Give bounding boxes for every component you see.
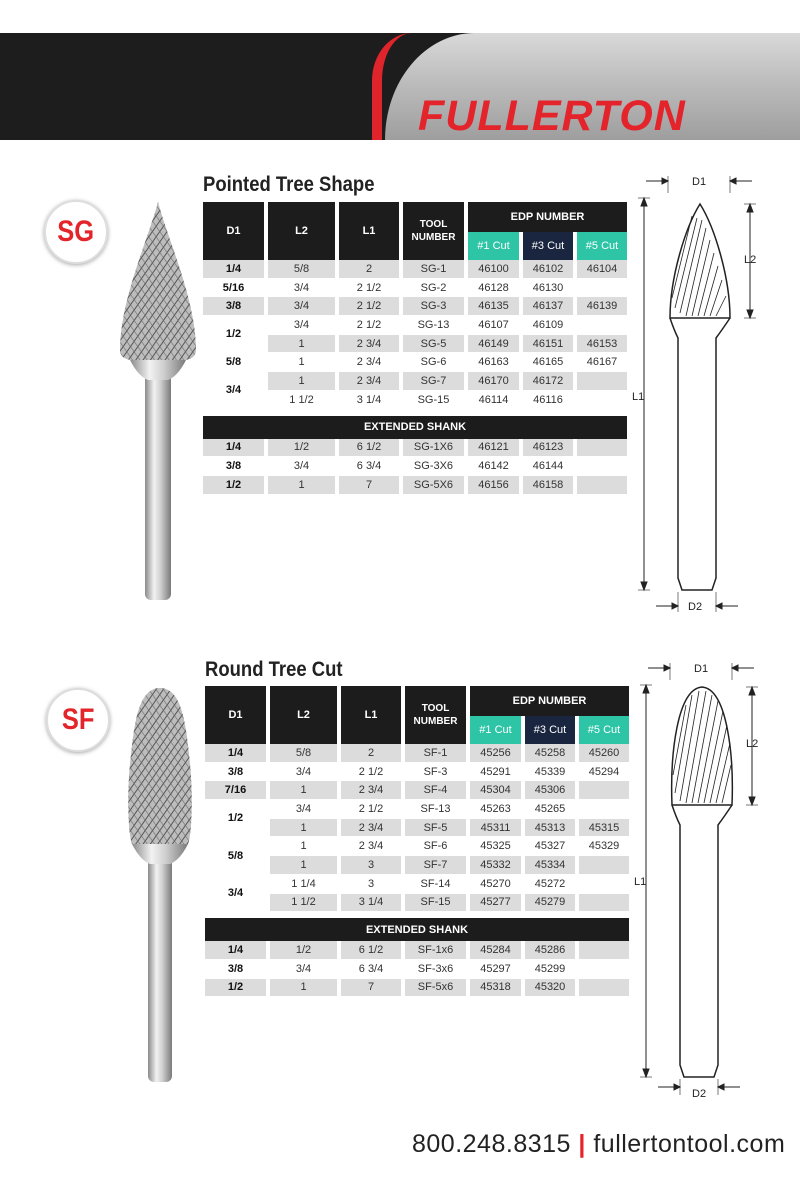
banner-red-arc [372,33,412,140]
cell-l2: 1 1/2 [264,391,335,410]
cell-d1: 3/8 [205,960,266,979]
cell-tool: SF-14 [401,875,466,894]
cell-c3: 45258 [521,744,575,763]
table-row [205,979,629,998]
cell-c3: 46130 [519,279,573,298]
table-row [205,875,629,894]
cell-l2: 3/4 [264,316,335,335]
cell-l1: 2 1/2 [335,297,399,316]
table-row [203,297,627,316]
cell-c1: 45332 [466,856,521,875]
cell-l1: 2 1/2 [337,763,401,782]
cell-l2: 3/4 [264,297,335,316]
cell-c1: 45263 [466,800,521,819]
sg-spec-table [203,202,627,495]
cell-c5 [575,894,629,913]
sg-burr-photo [108,200,208,602]
cell-tool: SF-4 [401,781,466,800]
cell-c3: 46137 [519,297,573,316]
header-banner [0,33,800,140]
cell-d1: 1/4 [205,941,266,960]
cell-l1: 3 [337,856,401,875]
cell-c3: 45320 [521,979,575,998]
cell-tool: SF-1x6 [401,941,466,960]
table-row [205,856,629,875]
cell-c5 [573,457,627,476]
cell-l1: 3 1/4 [337,894,401,913]
sf-rows [205,744,629,912]
cell-tool: SG-3X6 [399,457,464,476]
cell-c5 [573,316,627,335]
col-header-l2: L2 [266,686,337,744]
cell-c5 [573,391,627,410]
sg-code-label: SG [57,215,95,248]
col-header-cut1: #1 Cut [464,232,519,260]
table-row [203,279,627,298]
cell-tool: SG-7 [399,372,464,391]
cell-c1: 46156 [464,476,519,495]
cell-c3: 45272 [521,875,575,894]
cell-c3: 46102 [519,260,573,279]
cell-l1: 2 [335,260,399,279]
cell-tool: SF-13 [401,800,466,819]
cell-l2: 1 [266,856,337,875]
cell-c1: 45284 [466,941,521,960]
sf-dimension-drawing [622,655,772,1100]
cell-c3: 45334 [521,856,575,875]
cell-c5: 46139 [573,297,627,316]
sg-extended-shank-header: EXTENDED SHANK [203,410,627,439]
col-header-edp-number: EDP NUMBER [464,202,627,232]
col-header-edp-number: EDP NUMBER [466,686,629,716]
cell-l1: 2 3/4 [335,335,399,354]
cell-d1: 5/8 [205,837,266,874]
cell-l1: 2 3/4 [337,781,401,800]
cell-c3: 46144 [519,457,573,476]
cell-tool: SG-1 [399,260,464,279]
cell-d1: 7/16 [205,781,266,800]
table-row [203,335,627,354]
cell-tool: SF-5x6 [401,979,466,998]
cell-l1: 2 [337,744,401,763]
cell-tool: SG-1X6 [399,439,464,458]
cell-l1: 7 [337,979,401,998]
cell-c5: 45294 [575,763,629,782]
cell-c3: 45339 [521,763,575,782]
cell-c1: 46114 [464,391,519,410]
cell-c3: 45299 [521,960,575,979]
sf-dim-d1: D1 [694,663,709,675]
table-row [203,439,627,458]
cell-c5 [575,800,629,819]
cell-tool: SG-3 [399,297,464,316]
cell-tool: SF-5 [401,819,466,838]
cell-c5 [573,372,627,391]
cell-d1: 1/4 [203,260,264,279]
footer-contact [412,1130,785,1159]
cell-c5: 46153 [573,335,627,354]
col-header-cut5: #5 Cut [573,232,627,260]
fullerton-logo: FULLERTON [418,92,686,140]
sf-dim-l2: L2 [746,738,759,750]
table-row [205,819,629,838]
cell-c3: 46123 [519,439,573,458]
cell-l1: 2 3/4 [337,837,401,856]
cell-l1: 6 3/4 [337,960,401,979]
table-row [205,763,629,782]
cell-l2: 1/2 [264,439,335,458]
sg-extended-rows [203,439,627,495]
sg-code-badge [44,200,108,264]
cell-l2: 1 1/2 [266,894,337,913]
sf-extended-shank-header: EXTENDED SHANK [205,912,629,941]
cell-d1: 1/4 [203,439,264,458]
cell-l2: 1/2 [266,941,337,960]
cell-c3: 46158 [519,476,573,495]
cell-c1: 45325 [466,837,521,856]
cell-tool: SF-3 [401,763,466,782]
cell-l2: 5/8 [264,260,335,279]
cell-c3: 46151 [519,335,573,354]
col-header-d1: D1 [203,202,264,260]
table-row [205,744,629,763]
table-row [203,391,627,410]
cell-c1: 46149 [464,335,519,354]
cell-l1: 2 3/4 [335,372,399,391]
footer-phone[interactable]: 800.248.8315 [412,1130,571,1158]
table-row [205,781,629,800]
sf-extended-rows [205,941,629,997]
cell-c5 [573,476,627,495]
col-header-tool-number: TOOL NUMBER [401,686,466,744]
table-row [205,837,629,856]
table-row [205,800,629,819]
cell-l1: 2 1/2 [335,279,399,298]
cell-c3: 45313 [521,819,575,838]
footer-website-link[interactable]: fullertontool.com [593,1130,786,1158]
cell-tool: SF-15 [401,894,466,913]
sf-shank [148,834,172,1082]
cell-c1: 46142 [464,457,519,476]
cell-tool: SG-2 [399,279,464,298]
cell-c5 [575,781,629,800]
sg-shank [145,350,171,600]
col-header-cut3: #3 Cut [519,232,573,260]
cell-l1: 2 1/2 [335,316,399,335]
cell-c3: 45286 [521,941,575,960]
cell-l2: 1 [264,476,335,495]
col-header-l2: L2 [264,202,335,260]
col-header-l1: L1 [335,202,399,260]
cell-l2: 1 [264,372,335,391]
sf-code-badge [46,688,110,752]
cell-tool: SG-5 [399,335,464,354]
cell-d1: 3/8 [203,297,264,316]
cell-c5: 45329 [575,837,629,856]
cell-tool: SF-1 [401,744,466,763]
cell-c5: 46104 [573,260,627,279]
cell-l2: 1 [264,335,335,354]
cell-c1: 46128 [464,279,519,298]
cell-l1: 6 1/2 [335,439,399,458]
cell-l1: 2 3/4 [335,353,399,372]
cell-d1: 1/2 [205,800,266,837]
cell-c1: 45297 [466,960,521,979]
cell-d1: 5/16 [203,279,264,298]
cell-c1: 45318 [466,979,521,998]
sf-burr-photo [108,684,208,1086]
table-row [203,316,627,335]
cell-c1: 45291 [466,763,521,782]
cell-c1: 45304 [466,781,521,800]
cell-l2: 3/4 [266,800,337,819]
cell-c5 [573,439,627,458]
cell-l2: 1 [266,837,337,856]
cell-l2: 1 [266,781,337,800]
cell-c5 [575,856,629,875]
footer-separator: | [578,1130,586,1158]
cell-tool: SG-13 [399,316,464,335]
sg-dim-l2: L2 [744,254,757,266]
table-row [205,894,629,913]
sg-dimension-drawing [620,168,770,613]
cell-c3: 46165 [519,353,573,372]
cell-d1: 3/4 [205,875,266,912]
sf-dim-d2: D2 [692,1088,707,1100]
cell-tool: SF-7 [401,856,466,875]
cell-l2: 3/4 [264,279,335,298]
cell-l1: 7 [335,476,399,495]
sg-rows [203,260,627,410]
cell-l1: 3 [337,875,401,894]
cell-d1: 3/8 [203,457,264,476]
cell-tool: SF-3x6 [401,960,466,979]
table-row [203,260,627,279]
table-row [205,960,629,979]
cell-c5 [575,979,629,998]
table-row [203,372,627,391]
cell-l2: 3/4 [264,457,335,476]
cell-tool: SG-6 [399,353,464,372]
col-header-l1: L1 [337,686,401,744]
cell-c3: 45265 [521,800,575,819]
cell-d1: 1/2 [203,476,264,495]
col-header-cut1: #1 Cut [466,716,521,744]
cell-l1: 2 1/2 [337,800,401,819]
cell-l1: 6 1/2 [337,941,401,960]
cell-tool: SG-5X6 [399,476,464,495]
sf-spec-table [205,686,629,997]
cell-d1: 3/4 [203,372,264,409]
cell-c1: 45256 [466,744,521,763]
cell-c1: 45277 [466,894,521,913]
sf-dim-l1: L1 [634,876,647,888]
sf-section-title: Round Tree Cut [205,658,343,681]
cell-c3: 46109 [519,316,573,335]
sg-dim-d1: D1 [692,176,707,188]
cell-c3: 46172 [519,372,573,391]
cell-c5 [575,960,629,979]
cell-d1: 3/8 [205,763,266,782]
cell-c3: 45306 [521,781,575,800]
cell-c5: 45315 [575,819,629,838]
cell-d1: 1/2 [203,316,264,353]
cell-l2: 3/4 [266,960,337,979]
cell-c5 [573,279,627,298]
col-header-cut3: #3 Cut [521,716,575,744]
cell-c1: 45311 [466,819,521,838]
table-row [203,476,627,495]
cell-l1: 6 3/4 [335,457,399,476]
sg-section-title: Pointed Tree Shape [203,173,375,196]
cell-c1: 45270 [466,875,521,894]
col-header-tool-number: TOOL NUMBER [399,202,464,260]
table-row [203,457,627,476]
cell-c3: 45327 [521,837,575,856]
cell-c5 [575,875,629,894]
cell-c1: 46121 [464,439,519,458]
cell-l1: 2 3/4 [337,819,401,838]
cell-c1: 46107 [464,316,519,335]
cell-l2: 5/8 [266,744,337,763]
sf-code-label: SF [61,703,95,736]
table-row [205,941,629,960]
cell-l2: 1 1/4 [266,875,337,894]
cell-c3: 45279 [521,894,575,913]
cell-tool: SG-15 [399,391,464,410]
sg-dim-d2: D2 [688,601,703,613]
cell-c5 [575,941,629,960]
col-header-cut5: #5 Cut [575,716,629,744]
cell-c3: 46116 [519,391,573,410]
cell-l2: 1 [264,353,335,372]
cell-d1: 1/4 [205,744,266,763]
cell-c1: 46135 [464,297,519,316]
table-row [203,353,627,372]
cell-l2: 1 [266,819,337,838]
cell-l2: 1 [266,979,337,998]
col-header-d1: D1 [205,686,266,744]
cell-c1: 46100 [464,260,519,279]
cell-c5: 46167 [573,353,627,372]
cell-c5: 45260 [575,744,629,763]
cell-d1: 5/8 [203,353,264,372]
cell-c1: 46163 [464,353,519,372]
cell-l2: 3/4 [266,763,337,782]
sg-dim-l1: L1 [632,391,645,403]
cell-d1: 1/2 [205,979,266,998]
cell-tool: SF-6 [401,837,466,856]
cell-l1: 3 1/4 [335,391,399,410]
cell-c1: 46170 [464,372,519,391]
